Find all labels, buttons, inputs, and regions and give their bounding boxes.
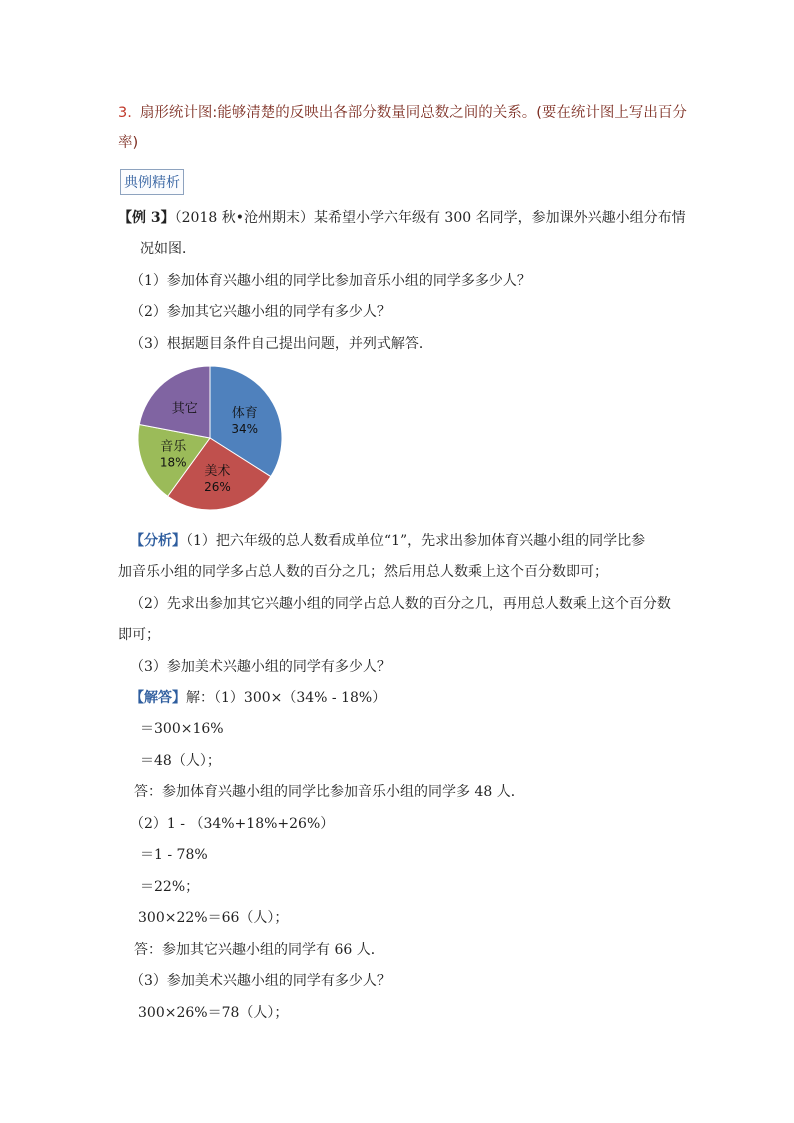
pie-label-3: 其它 bbox=[171, 401, 198, 417]
question-1: （1）参加体育兴趣小组的同学比参加音乐小组的同学多多少人？ bbox=[130, 273, 531, 289]
pie-chart bbox=[134, 362, 286, 514]
pie-value-0: 34% bbox=[231, 421, 259, 436]
point-number: 3. bbox=[118, 105, 132, 121]
pie-label-0: 体育 bbox=[231, 405, 258, 421]
point-text: 扇形统计图:能够清楚的反映出各部分数量同总数之间的关系。(要在统计图上写出百分 bbox=[139, 105, 687, 121]
question-2: （2）参加其它兴趣小组的同学有多少人？ bbox=[130, 304, 391, 320]
analysis-text-1: （1）把六年级的总人数看成单位“1”，先求出参加体育兴趣小组的同学比参 bbox=[186, 533, 646, 549]
example-tag: 【例 3】 bbox=[118, 210, 175, 226]
solution-line-6: ＝1 - 78% bbox=[140, 847, 208, 863]
solution-line-9: 答：参加其它兴趣小组的同学有 66 人． bbox=[134, 942, 385, 958]
example-line-2: 况如图． bbox=[140, 241, 196, 257]
solution-line-4: 答：参加体育兴趣小组的同学比参加音乐小组的同学多 48 人． bbox=[134, 784, 525, 800]
analysis-line-5: （3）参加美术兴趣小组的同学有多少人？ bbox=[130, 659, 391, 675]
point-3-line-2: 率) bbox=[118, 135, 139, 151]
solution-line-3: ＝48（人）； bbox=[140, 753, 221, 769]
solution-line-10: （3）参加美术兴趣小组的同学有多少人？ bbox=[130, 973, 391, 989]
solution-line-7: ＝22%； bbox=[140, 879, 200, 895]
solution-tag: 【解答】 bbox=[130, 690, 186, 706]
pie-label-2: 音乐 bbox=[160, 439, 187, 455]
analysis-line-3: （2）先求出参加其它兴趣小组的同学占总人数的百分之几，再用总人数乘上这个百分数 bbox=[130, 596, 671, 612]
solution-line-8: 300×22%＝66（人）； bbox=[138, 910, 289, 926]
pie-value-2: 18% bbox=[159, 455, 187, 470]
example-text: （2018 秋•沧州期末）某希望小学六年级有 300 名同学，参加课外兴趣小组分布情 bbox=[174, 210, 686, 226]
solution-line-5: （2）1 - （34%+18%+26%） bbox=[130, 816, 335, 832]
point-3-line-1 bbox=[118, 98, 687, 128]
analysis-tag: 【分析】 bbox=[130, 533, 186, 549]
solution-line-2: ＝300×16% bbox=[140, 721, 224, 737]
section-tag-box: 典例精析 bbox=[120, 169, 184, 195]
solution-line-1 bbox=[130, 687, 386, 707]
solution-line-11: 300×26%＝78（人）； bbox=[138, 1005, 289, 1021]
analysis-line-4: 即可； bbox=[118, 627, 160, 643]
pie-label-1: 美术 bbox=[204, 463, 231, 479]
analysis-line-1 bbox=[130, 530, 645, 550]
pie-value-1: 26% bbox=[204, 479, 231, 494]
question-3: （3）根据题目条件自己提出问题，并列式解答． bbox=[130, 336, 433, 352]
analysis-line-2: 加音乐小组的同学多占总人数的百分之几；然后用总人数乘上这个百分数即可； bbox=[118, 564, 608, 580]
example-line-1 bbox=[118, 207, 686, 227]
solution-text-1: 解：（1）300×（34% - 18%） bbox=[186, 690, 387, 706]
